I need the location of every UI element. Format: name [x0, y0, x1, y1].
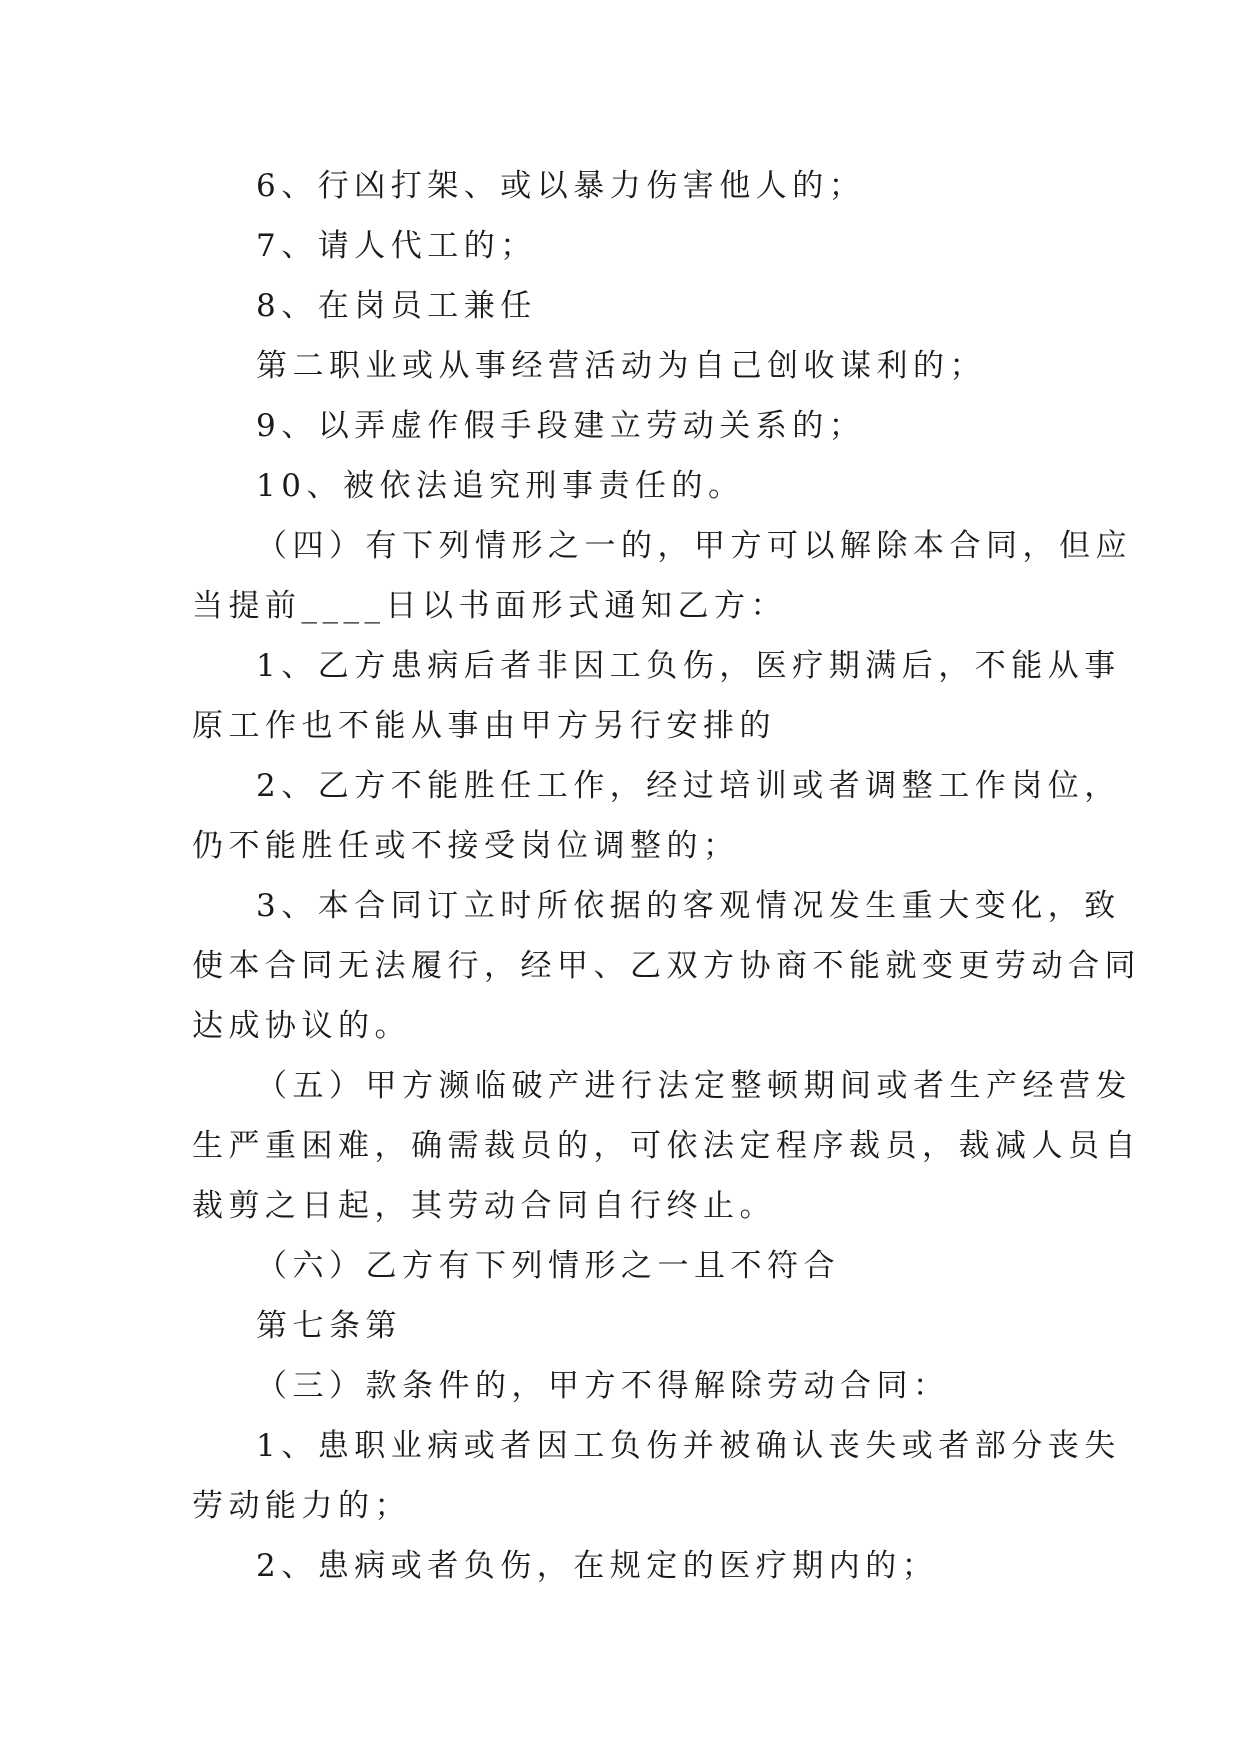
text-line: 劳动能力的； [192, 1488, 411, 1524]
text-line: （三）款条件的，甲方不得解除劳动合同： [256, 1368, 950, 1404]
text-line: （六）乙方有下列情形之一且不符合 [256, 1248, 840, 1284]
text-line: 7、请人代工的； [256, 228, 537, 264]
text-line: 使本合同无法履行，经甲、乙双方协商不能就变更劳动合同 [192, 948, 1141, 984]
text-line: 2、患病或者负伤，在规定的医疗期内的； [256, 1548, 939, 1584]
text-line: 3、本合同订立时所依据的客观情况发生重大变化，致 [256, 888, 1121, 924]
text-line: 10、被依法追究刑事责任的。 [256, 468, 745, 504]
text-line: 生严重困难，确需裁员的，可依法定程序裁员，裁减人员自 [192, 1128, 1141, 1164]
document-body [192, 156, 1141, 1596]
text-line: 达成协议的。 [192, 1008, 411, 1044]
text-line: 当提前____日以书面形式通知乙方： [192, 588, 787, 624]
text-line: 裁剪之日起，其劳动合同自行终止。 [192, 1188, 776, 1224]
text-line: 第二职业或从事经营活动为自己创收谋利的； [256, 348, 986, 384]
text-line: 1、乙方患病后者非因工负伤，医疗期满后，不能从事 [256, 648, 1121, 684]
text-line: 9、以弄虚作假手段建立劳动关系的； [256, 408, 866, 444]
text-line: 第七条第 [256, 1308, 402, 1344]
text-line: 原工作也不能从事由甲方另行安排的 [192, 708, 776, 744]
text-line: （四）有下列情形之一的，甲方可以解除本合同，但应 [256, 528, 1132, 564]
text-line: 仍不能胜任或不接受岗位调整的； [192, 828, 740, 864]
text-line: 6、行凶打架、或以暴力伤害他人的； [256, 168, 866, 204]
text-line: （五）甲方濒临破产进行法定整顿期间或者生产经营发 [256, 1068, 1132, 1104]
text-line: 1、患职业病或者因工负伤并被确认丧失或者部分丧失 [256, 1428, 1121, 1464]
text-line: 8、在岗员工兼任 [256, 288, 537, 324]
text-line: 2、乙方不能胜任工作，经过培训或者调整工作岗位， [256, 768, 1121, 804]
